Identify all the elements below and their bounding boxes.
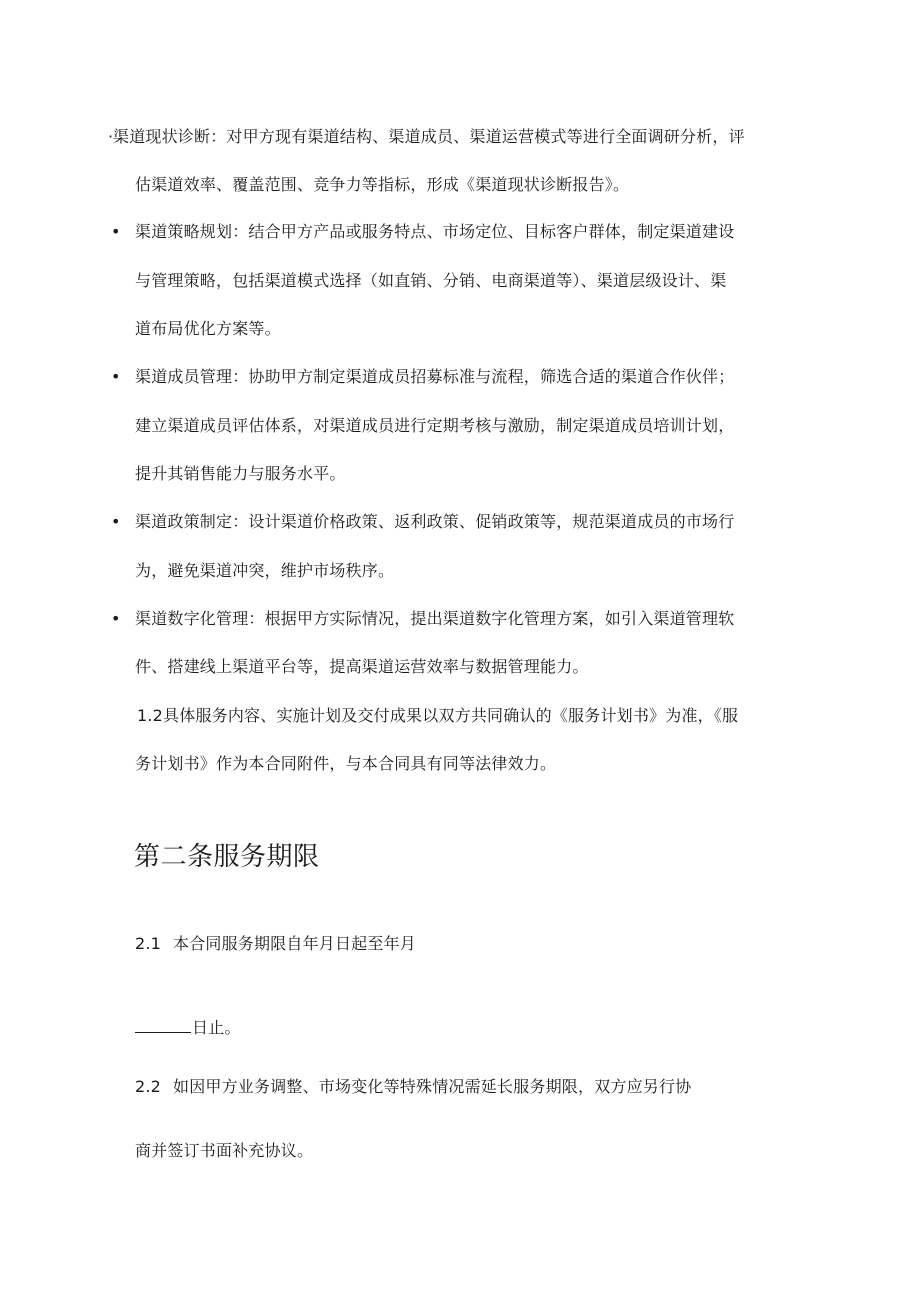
clause-2-2-text: 如因甲方业务调整、市场变化等特殊情况需延长服务期限，双方应另行协 (173, 1077, 692, 1096)
clause-2-1-number: 2.1 (135, 934, 162, 953)
bullet-5-line-2: 件、搭建线上渠道平台等，提高渠道运营效率与数据管理能力。 (135, 657, 589, 676)
clause-2-2 (135, 1077, 691, 1097)
section-2-title: 第二条服务期限 (134, 842, 320, 872)
clause-2-2-continuation: 商并签订书面补充协议。 (135, 1141, 314, 1160)
clause-2-1-continuation (135, 1018, 241, 1038)
clause-2-1 (135, 934, 416, 954)
clause-2-1-text: 本合同服务期限自年月日起至年月 (173, 934, 417, 953)
clause-1-2-line-1: 1.2具体服务内容、实施计划及交付成果以双方共同确认的《服务计划书》为准，《服 (137, 706, 739, 725)
bullet-marker: • (111, 609, 121, 628)
bullet-3-line-1: 渠道成员管理：协助甲方制定渠道成员招募标准与流程，筛选合适的渠道合作伙伴； (135, 367, 735, 386)
clause-1-2-line-2: 务计划书》作为本合同附件，与本合同具有同等法律效力。 (135, 754, 557, 773)
bullet-4-line-1: 渠道政策制定：设计渠道价格政策、返利政策、促销政策等，规范渠道成员的市场行 (135, 512, 735, 531)
bullet-2-line-2: 与管理策略，包括渠道模式选择（如直销、分销、电商渠道等）、渠道层级设计、渠 (135, 271, 727, 290)
bullet-4-line-2: 为，避免渠道冲突，维护市场秩序。 (135, 561, 395, 580)
bullet-1-line-2: 估渠道效率、覆盖范围、竞争力等指标，形成《渠道现状诊断报告》。 (135, 175, 630, 194)
bullet-marker: · (108, 127, 114, 146)
bullet-2-line-1: 渠道策略规划：结合甲方产品或服务特点、市场定位、目标客户群体，制定渠道建设 (135, 222, 735, 241)
clause-2-2-number: 2.2 (135, 1077, 162, 1096)
bullet-1-line-1: 渠道现状诊断：对甲方现有渠道结构、渠道成员、渠道运营模式等进行全面调研分析，评 (113, 127, 745, 146)
blank-underline (135, 1018, 191, 1033)
bullet-5-line-1: 渠道数字化管理：根据甲方实际情况，提出渠道数字化管理方案，如引入渠道管理软 (135, 609, 735, 628)
bullet-3-line-3: 提升其销售能力与服务水平。 (135, 464, 346, 483)
clause-2-1-continuation-text: 日止。 (192, 1018, 241, 1037)
bullet-2-line-3: 道布局优化方案等。 (135, 319, 281, 338)
bullet-marker: • (111, 512, 121, 531)
bullet-3-line-2: 建立渠道成员评估体系，对渠道成员进行定期考核与激励，制定渠道成员培训计划， (135, 416, 735, 435)
bullet-marker: • (111, 367, 121, 386)
bullet-marker: • (111, 222, 121, 241)
